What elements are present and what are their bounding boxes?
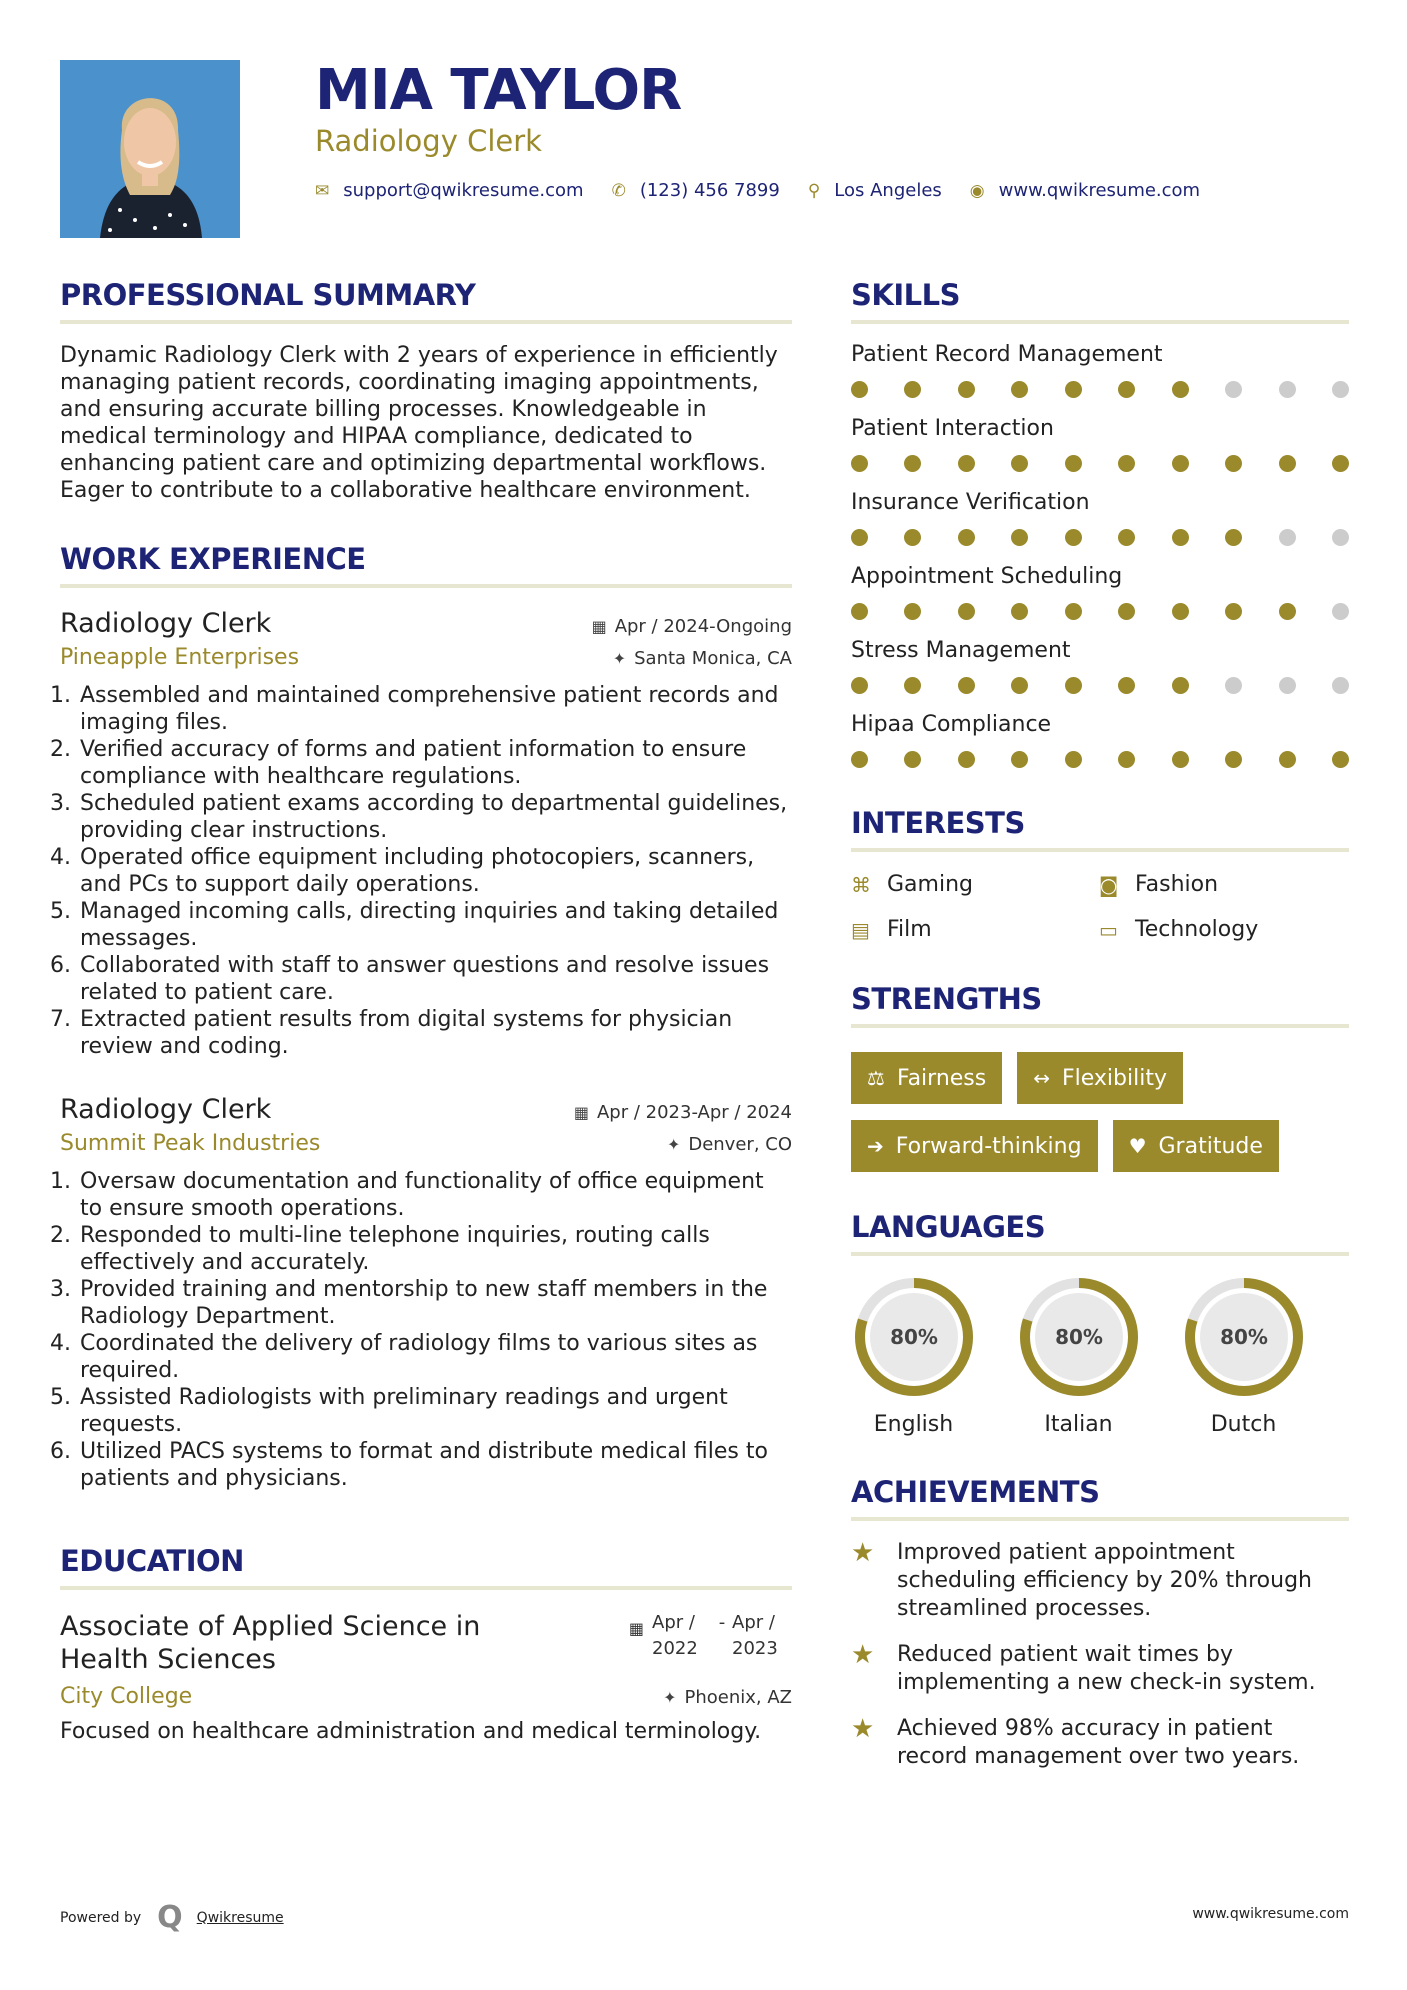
rating-dot-filled [1225, 751, 1242, 768]
profile-photo [60, 60, 240, 238]
star-icon: ★ [851, 1640, 875, 1670]
arrow-right-icon: ➔ [867, 1134, 884, 1158]
rating-dot-empty [1279, 677, 1296, 694]
rating-dot-filled [851, 751, 868, 768]
rating-dot-filled [1065, 455, 1082, 472]
language-ring [853, 1276, 975, 1398]
education-heading: EDUCATION [60, 1544, 244, 1578]
gamepad-icon: ⌘ [851, 872, 871, 897]
skill-rating [851, 751, 1349, 768]
school-location: Phoenix, AZ [684, 1687, 792, 1708]
map-marker-icon: ⚲ [807, 180, 821, 201]
job-bullets [60, 682, 792, 1060]
interest-item: ▭ Technology [1099, 917, 1259, 942]
rating-dot-filled [1011, 677, 1028, 694]
rating-dot-filled [1172, 677, 1189, 694]
interests-heading: INTERESTS [851, 806, 1025, 840]
calendar-icon: ▦ [628, 1619, 644, 1638]
contact-location: Los Angeles [834, 180, 942, 201]
rating-dot-filled [1172, 529, 1189, 546]
education-entry [60, 1610, 792, 1744]
rating-dot-filled [1011, 529, 1028, 546]
achievement-item: ★ Achieved 98% accuracy in patient record management over two years. [851, 1714, 1300, 1769]
achievement-item: ★ Reduced patient wait times by implementing a new check-in system. [851, 1640, 1316, 1695]
rating-dot-filled [904, 455, 921, 472]
skill-rating [851, 603, 1349, 620]
rating-dot-filled [1065, 381, 1082, 398]
skill-item [851, 490, 1349, 546]
star-icon: ★ [851, 1714, 875, 1744]
contact-phone[interactable]: (123) 456 7899 [639, 180, 780, 201]
rating-dot-filled [1118, 603, 1135, 620]
job-title: Radiology Clerk [60, 1094, 272, 1125]
rating-dot-filled [1011, 455, 1028, 472]
skill-rating [851, 455, 1349, 472]
rating-dot-filled [1011, 751, 1028, 768]
rating-dot-filled [958, 603, 975, 620]
rating-dot-filled [1172, 455, 1189, 472]
rating-dot-filled [958, 529, 975, 546]
skill-name: Insurance Verification [851, 490, 1090, 515]
list-item: 6. Utilized PACS systems to format and distribute medical files to patients and physicians. [78, 1438, 792, 1492]
arrows-horizontal-icon: ↔ [1033, 1066, 1050, 1090]
skills-heading: SKILLS [851, 278, 960, 312]
job-entry [60, 1094, 792, 1492]
section-divider [851, 848, 1349, 852]
rating-dot-filled [1118, 751, 1135, 768]
summary-text: Dynamic Radiology Clerk with 2 years of experience in efficiently managing patient records, coordinating imaging appointments, and ensuring accurate billing processes. Knowledgeable in medical terminology and HIPAA compliance, dedicated to enhancing patient care and optimizing departmental workflows. Eager to contribute to a collaborative healthcare environment. [60, 343, 778, 503]
language-percent: 80% [889, 1325, 938, 1349]
skill-item [851, 416, 1349, 472]
job-bullets [60, 1168, 792, 1492]
rating-dot-filled [1225, 455, 1242, 472]
section-divider [60, 320, 792, 324]
balance-scale-icon: ⚖ [867, 1066, 885, 1090]
list-item: 2. Verified accuracy of forms and patient information to ensure compliance with healthcare regulations. [78, 736, 792, 790]
rating-dot-filled [958, 455, 975, 472]
rating-dot-filled [1065, 751, 1082, 768]
shopping-bag-icon: ◙ [1099, 872, 1119, 897]
list-item: 3. Scheduled patient exams according to departmental guidelines, providing clear instructions. [78, 790, 792, 844]
job-company: Summit Peak Industries [60, 1131, 321, 1156]
job-date: Apr / 2024-Ongoing [614, 616, 792, 637]
list-item: 5. Assisted Radiologists with preliminary readings and urgent requests. [78, 1384, 792, 1438]
rating-dot-filled [904, 677, 921, 694]
language-name: Dutch [1210, 1412, 1277, 1437]
job-company: Pineapple Enterprises [60, 645, 300, 670]
languages-heading: LANGUAGES [851, 1210, 1046, 1244]
experience-heading: WORK EXPERIENCE [60, 542, 366, 576]
education-date: ▦ Apr / 2022 - Apr / 2023 [628, 1612, 778, 1659]
list-item: 4. Operated office equipment including photocopiers, scanners, and PCs to support daily operations. [78, 844, 792, 898]
language-percent: 80% [1219, 1325, 1268, 1349]
skill-name: Patient Interaction [851, 416, 1054, 441]
degree-title: Associate of Applied Science in Health Sciences [60, 1611, 481, 1675]
rating-dot-filled [904, 381, 921, 398]
list-item: 6. Collaborated with staff to answer questions and resolve issues related to patient care. [78, 952, 792, 1006]
rating-dot-filled [1332, 751, 1349, 768]
strength-tag: ↔ Flexibility [1017, 1052, 1183, 1104]
job-title: Radiology Clerk [60, 608, 272, 639]
skill-name: Hipaa Compliance [851, 712, 1052, 737]
film-icon: ▤ [851, 917, 870, 942]
candidate-title: Radiology Clerk [315, 124, 542, 158]
interest-item: ▤ Film [851, 917, 932, 942]
rating-dot-filled [851, 677, 868, 694]
achievement-item: ★ Improved patient appointment scheduling efficiency by 20% through streamlined processes. [851, 1538, 1312, 1621]
rating-dot-empty [1225, 677, 1242, 694]
languages-list [851, 1276, 1349, 1437]
laptop-icon: ▭ [1099, 917, 1118, 942]
rating-dot-filled [1065, 677, 1082, 694]
footer-website[interactable]: www.qwikresume.com [1192, 1906, 1349, 1922]
language-name: Italian [1044, 1412, 1113, 1437]
school-name: City College [60, 1684, 193, 1709]
rating-dot-filled [1118, 381, 1135, 398]
rating-dot-filled [1225, 529, 1242, 546]
summary-heading: PROFESSIONAL SUMMARY [60, 278, 476, 312]
strengths-heading: STRENGTHS [851, 982, 1042, 1016]
section-divider [60, 584, 792, 588]
rating-dot-filled [851, 529, 868, 546]
contact-website[interactable]: www.qwikresume.com [998, 180, 1201, 201]
strength-tag: ♥ Gratitude [1113, 1120, 1279, 1172]
interests-list [851, 872, 1349, 942]
globe-icon: ◉ [969, 180, 985, 201]
calendar-icon: ▦ [591, 617, 607, 636]
left-column [60, 278, 792, 1744]
skill-item [851, 712, 1349, 768]
job-location: Santa Monica, CA [634, 648, 792, 669]
rating-dot-filled [1118, 455, 1135, 472]
envelope-icon: ✉ [315, 180, 330, 201]
rating-dot-filled [958, 751, 975, 768]
job-location: Denver, CO [688, 1134, 792, 1155]
rating-dot-filled [1118, 677, 1135, 694]
list-item: 2. Responded to multi-line telephone inquiries, routing calls effectively and accurately. [78, 1222, 792, 1276]
rating-dot-filled [1279, 455, 1296, 472]
section-divider [851, 320, 1349, 324]
rating-dot-empty [1279, 381, 1296, 398]
skill-name: Appointment Scheduling [851, 564, 1123, 589]
list-item: 5. Managed incoming calls, directing inquiries and taking detailed messages. [78, 898, 792, 952]
rating-dot-filled [1065, 529, 1082, 546]
rating-dot-filled [851, 381, 868, 398]
rating-dot-filled [1279, 603, 1296, 620]
strengths-list [851, 1052, 1349, 1188]
skills-list [851, 342, 1349, 768]
rating-dot-filled [1118, 529, 1135, 546]
skill-name: Patient Record Management [851, 342, 1163, 367]
language-ring [1183, 1276, 1305, 1398]
rating-dot-filled [958, 381, 975, 398]
rating-dot-empty [1332, 603, 1349, 620]
right-column [851, 278, 1349, 1771]
rating-dot-empty [1279, 529, 1296, 546]
skill-item [851, 564, 1349, 620]
language-ring [1018, 1276, 1140, 1398]
rating-dot-empty [1332, 677, 1349, 694]
rating-dot-filled [904, 751, 921, 768]
contact-email[interactable]: support@qwikresume.com [343, 180, 584, 201]
job-entry [60, 608, 792, 1060]
footer-powered-by: Powered by Q Qwikresume [60, 1900, 284, 1935]
pin-icon: ✦ [612, 649, 627, 668]
rating-dot-filled [904, 603, 921, 620]
rating-dot-empty [1225, 381, 1242, 398]
section-divider [851, 1024, 1349, 1028]
rating-dot-empty [1332, 529, 1349, 546]
rating-dot-filled [958, 677, 975, 694]
rating-dot-filled [851, 603, 868, 620]
section-divider [851, 1252, 1349, 1256]
interest-item: ⌘ Gaming [851, 872, 973, 897]
rating-dot-filled [1011, 381, 1028, 398]
skill-rating [851, 529, 1349, 546]
rating-dot-filled [1172, 751, 1189, 768]
pin-icon: ✦ [666, 1135, 681, 1154]
contact-bar [315, 180, 1228, 201]
rating-dot-filled [1172, 603, 1189, 620]
rating-dot-filled [1011, 603, 1028, 620]
rating-dot-filled [1279, 751, 1296, 768]
rating-dot-filled [904, 529, 921, 546]
phone-icon: ✆ [611, 180, 626, 201]
list-item: 1. Oversaw documentation and functionality of office equipment to ensure smooth operations. [78, 1168, 792, 1222]
section-divider [60, 1586, 792, 1590]
list-item: 4. Coordinated the delivery of radiology films to various sites as required. [78, 1330, 792, 1384]
skill-rating [851, 677, 1349, 694]
language-item [1181, 1276, 1306, 1437]
heart-icon: ♥ [1128, 1134, 1147, 1158]
language-item [851, 1276, 976, 1437]
interest-item: ◙ Fashion [1099, 872, 1219, 897]
achievements-heading: ACHIEVEMENTS [851, 1475, 1100, 1509]
qwikresume-logo-icon: Q [157, 1900, 183, 1935]
section-divider [851, 1517, 1349, 1521]
list-item: 1. Assembled and maintained comprehensive patient records and imaging files. [78, 682, 792, 736]
strength-tag: ➔ Forward-thinking [851, 1120, 1098, 1172]
candidate-name: MIA TAYLOR [315, 58, 682, 123]
rating-dot-filled [1172, 381, 1189, 398]
rating-dot-filled [1065, 603, 1082, 620]
job-date: Apr / 2023-Apr / 2024 [596, 1102, 792, 1123]
pin-icon: ✦ [663, 1688, 677, 1707]
skill-rating [851, 381, 1349, 398]
rating-dot-filled [1332, 455, 1349, 472]
calendar-icon: ▦ [573, 1103, 589, 1122]
footer-brand-link[interactable]: Qwikresume [196, 1909, 284, 1926]
education-description: Focused on healthcare administration and medical terminology. [60, 1719, 762, 1744]
rating-dot-filled [1225, 603, 1242, 620]
language-item [1016, 1276, 1141, 1437]
strength-tag: ⚖ Fairness [851, 1052, 1002, 1104]
skill-item [851, 342, 1349, 398]
star-icon: ★ [851, 1538, 875, 1568]
list-item: 7. Extracted patient results from digital systems for physician review and coding. [78, 1006, 792, 1060]
language-percent: 80% [1054, 1325, 1103, 1349]
rating-dot-filled [851, 455, 868, 472]
language-name: English [873, 1412, 954, 1437]
skill-item [851, 638, 1349, 694]
skill-name: Stress Management [851, 638, 1071, 663]
rating-dot-empty [1332, 381, 1349, 398]
list-item: 3. Provided training and mentorship to new staff members in the Radiology Department. [78, 1276, 792, 1330]
